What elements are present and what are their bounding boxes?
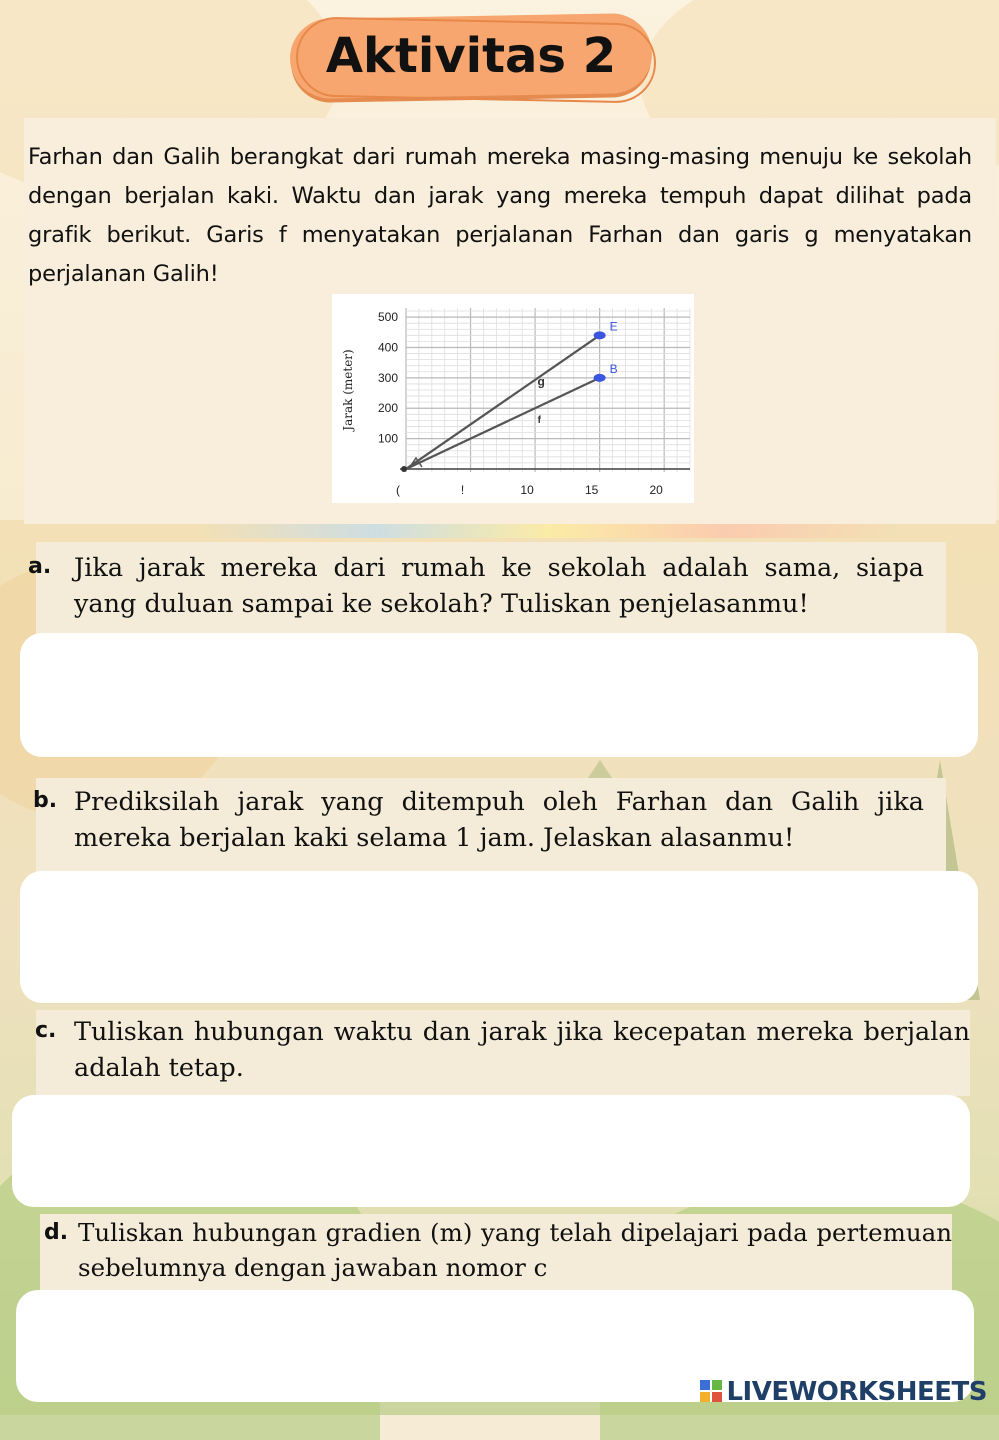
x-tick-label: 10: [520, 483, 534, 497]
point-marker-E: [594, 331, 606, 339]
intro-text: Farhan dan Galih berangkat dari rumah mereka masing-masing menuju ke sekolah dengan berjalan kaki. Waktu dan jarak yang mereka tempuh dapat dilihat pada grafik berikut. Garis f menyatakan perjalanan Farhan dan garis g menyatakan perjalanan Galih!: [28, 144, 972, 287]
chart-svg: [332, 294, 694, 503]
x-tick-label: 15: [584, 483, 599, 497]
origin-dot: [401, 466, 407, 472]
brand-text: LIVEWORKSHEETS: [726, 1377, 987, 1407]
x-tick-label: (: [396, 483, 400, 497]
point-marker-B: [594, 374, 606, 382]
x-tick-label: 20: [649, 483, 663, 497]
y-tick-label: 500: [377, 310, 398, 325]
point-label-E: E: [609, 319, 618, 334]
question-a-text: Jika jarak mereka dari rumah ke sekolah adalah sama, siapa yang duluan sampai ke sekolah? Tuliskan penjelasanmu!: [74, 553, 924, 619]
series-label-g: g: [537, 374, 545, 389]
series-label-f: f: [537, 415, 542, 427]
question-b-text: Prediksilah jarak yang ditempuh oleh Farhan dan Galih jika mereka berjalan kaki selama 1 jam. Jelaskan alasanmu!: [74, 787, 924, 853]
answer-c-field[interactable]: [12, 1095, 970, 1207]
question-c-label: c.: [35, 1018, 57, 1043]
distance-time-chart: [332, 294, 694, 503]
title-badge: [290, 16, 652, 96]
y-axis-label: Jarak (meter): [341, 349, 355, 431]
page-title: Aktivitas 2: [325, 28, 617, 84]
y-tick-label: 200: [377, 401, 398, 416]
y-tick-label: 300: [377, 370, 398, 385]
question-c-text: Tuliskan hubungan waktu dan jarak jika kecepatan mereka berjalan adalah tetap.: [74, 1017, 970, 1083]
liveworksheets-icon: [700, 1380, 722, 1402]
answer-b-field[interactable]: [20, 871, 978, 1003]
question-d-text: Tuliskan hubungan gradien (m) yang telah dipelajari pada pertemuan sebelumnya dengan jawaban nomor c: [78, 1218, 952, 1282]
point-label-B: B: [609, 361, 618, 376]
question-d-label: d.: [44, 1220, 69, 1245]
y-tick-label: 100: [377, 431, 398, 446]
series-line-f: [406, 378, 600, 469]
question-a-label: a.: [28, 554, 52, 579]
question-b-label: b.: [33, 788, 58, 813]
y-tick-label: 400: [377, 340, 398, 355]
x-tick-label: !: [460, 483, 465, 497]
brand-logo: [700, 1377, 987, 1407]
answer-a-field[interactable]: [20, 633, 978, 757]
